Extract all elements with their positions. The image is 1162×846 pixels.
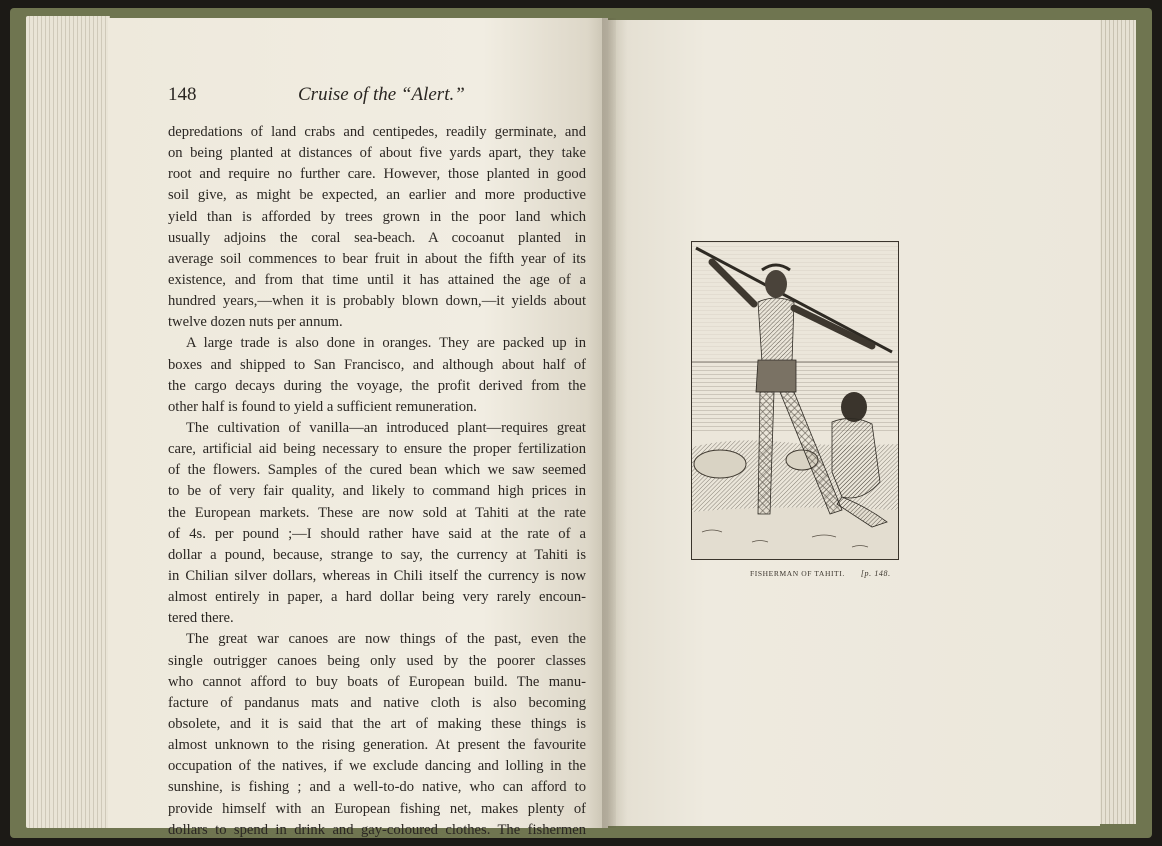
text-line: facture of pandanus mats and native cloth is also becoming: [168, 694, 586, 711]
text-line: dollars to spend in drink and gay-coloured clothes. The fishermen: [168, 821, 586, 838]
text-line: dollar a pound, because, strange to say, the currency at Tahiti is: [168, 546, 586, 563]
right-page-edges: [1098, 20, 1136, 824]
text-line: obsolete, and it is said that the art of making these things is: [168, 715, 586, 732]
text-line: of the flowers. Samples of the cured bean which we saw seemed: [168, 462, 586, 479]
text-line: A large trade is also done in oranges. They are packed up in: [186, 335, 586, 352]
text-line: in Chilian silver dollars, whereas in Chili itself the currency is now: [168, 567, 586, 584]
text-line: hundred years,—when it is probably blown down,—it yields about: [168, 293, 586, 310]
book-gutter: [602, 18, 616, 828]
text-line: almost unknown to the rising generation. At present the favourite: [168, 737, 586, 754]
engraving-plate: [691, 241, 899, 560]
text-line: the European markets. These are now sold at Tahiti at the rate: [168, 504, 586, 521]
text-line: yield than is afforded by trees grown in the poor land which: [168, 208, 586, 225]
caption-text: FISHERMAN OF TAHITI.: [750, 569, 845, 578]
plate-caption: [750, 569, 920, 583]
text-line: boxes and shipped to San Francisco, and although about half of: [168, 356, 586, 373]
caption-page-reference: [p. 148.: [860, 569, 891, 578]
text-line: usually adjoins the coral sea-beach. A cocoanut planted in: [168, 229, 586, 246]
text-line: root and require no further care. However, those planted in good: [168, 166, 586, 183]
body-text: [168, 122, 586, 841]
text-line: twelve dozen nuts per annum.: [168, 314, 343, 331]
text-line: tered there.: [168, 610, 234, 627]
text-line: who cannot afford to buy boats of European build. The manu-: [168, 673, 586, 690]
text-line: almost entirely in paper, a hard dollar being very rarely encoun-: [168, 589, 586, 606]
text-line: other half is found to yield a sufficient remuneration.: [168, 398, 477, 415]
text-line: care, artificial aid being necessary to ensure the proper fertilization: [168, 441, 586, 458]
text-line: of 4s. per pound ;—I should rather have said at the rate of a: [168, 525, 586, 542]
text-line: existence, and from that time until it has attained the age of a: [168, 271, 586, 288]
text-line: the cargo decays during the voyage, the profit derived from the: [168, 377, 586, 394]
fisherman-engraving: [692, 242, 898, 559]
text-line: The cultivation of vanilla—an introduced plant—requires great: [186, 419, 586, 436]
text-line: average soil commences to bear fruit in about the fifth year of its: [168, 250, 586, 267]
text-line: sunshine, is fishing ; and a well-to-do native, who can afford to: [168, 779, 586, 796]
running-title: Cruise of the “Alert.”: [298, 84, 465, 105]
text-line: occupation of the natives, if we exclude dancing and lolling in the: [168, 758, 586, 775]
text-line: to be of very fair quality, and likely to command high prices in: [168, 483, 586, 500]
running-head: [168, 84, 588, 110]
text-line: provide himself with an European fishing net, makes plenty of: [168, 800, 586, 817]
text-line: on being planted at distances of about five yards apart, they take: [168, 145, 586, 162]
text-line: depredations of land crabs and centipedes, readily germinate, and: [168, 124, 586, 140]
text-line: soil give, as might be expected, an earlier and more productive: [168, 187, 586, 204]
left-page-edges: [26, 16, 110, 828]
text-line: The great war canoes are now things of the past, even the: [186, 631, 586, 648]
text-line: single outrigger canoes being only used by the poorer classes: [168, 652, 586, 669]
page-number: 148: [168, 84, 197, 105]
